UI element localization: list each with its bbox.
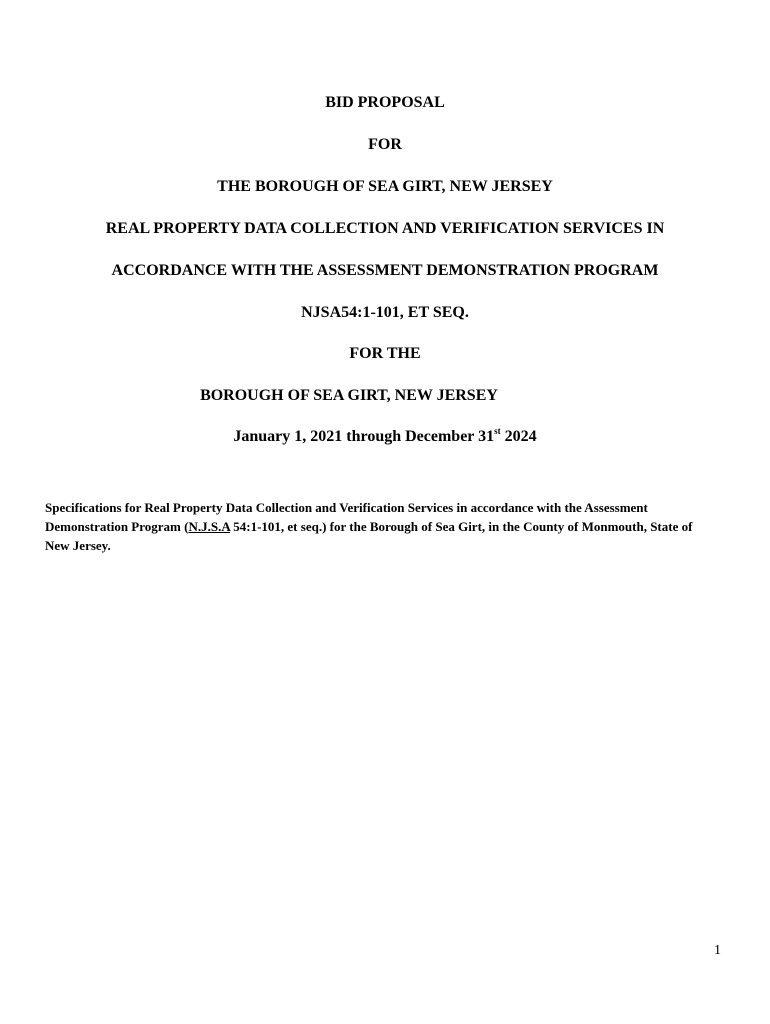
dates-ordinal: st	[494, 426, 501, 436]
heading-services: REAL PROPERTY DATA COLLECTION AND VERIFICATION SERVICES IN	[105, 220, 665, 237]
document-title: BID PROPOSAL	[325, 94, 445, 111]
spec-text-2: 54:1-101, et seq.) for the Borough of Sea Girt, in the County of Monmouth, State of New Jersey.	[45, 519, 693, 553]
heading-borough-2: BOROUGH OF SEA GIRT, NEW JERSEY	[200, 387, 498, 404]
heading-for-the: FOR THE	[349, 345, 421, 362]
specifications-paragraph	[45, 498, 705, 555]
heading-statute: NJSA54:1-101, ET SEQ.	[301, 304, 469, 321]
dates-start: January 1, 2021 through December 31	[233, 428, 495, 445]
dates-end: 2024	[500, 428, 537, 445]
heading-borough: THE BOROUGH OF SEA GIRT, NEW JERSEY	[217, 178, 553, 195]
heading-for: FOR	[368, 136, 402, 153]
page-number: 1	[714, 943, 721, 958]
heading-program: ACCORDANCE WITH THE ASSESSMENT DEMONSTRATION PROGRAM	[111, 262, 659, 279]
spec-text-1: Specifications for Real Property Data Collection and Verification Services in accordance with the Assessment Demonstration Program (	[45, 500, 648, 534]
spec-statute: N.J.S.A	[188, 519, 230, 534]
heading-dates	[0, 427, 770, 447]
